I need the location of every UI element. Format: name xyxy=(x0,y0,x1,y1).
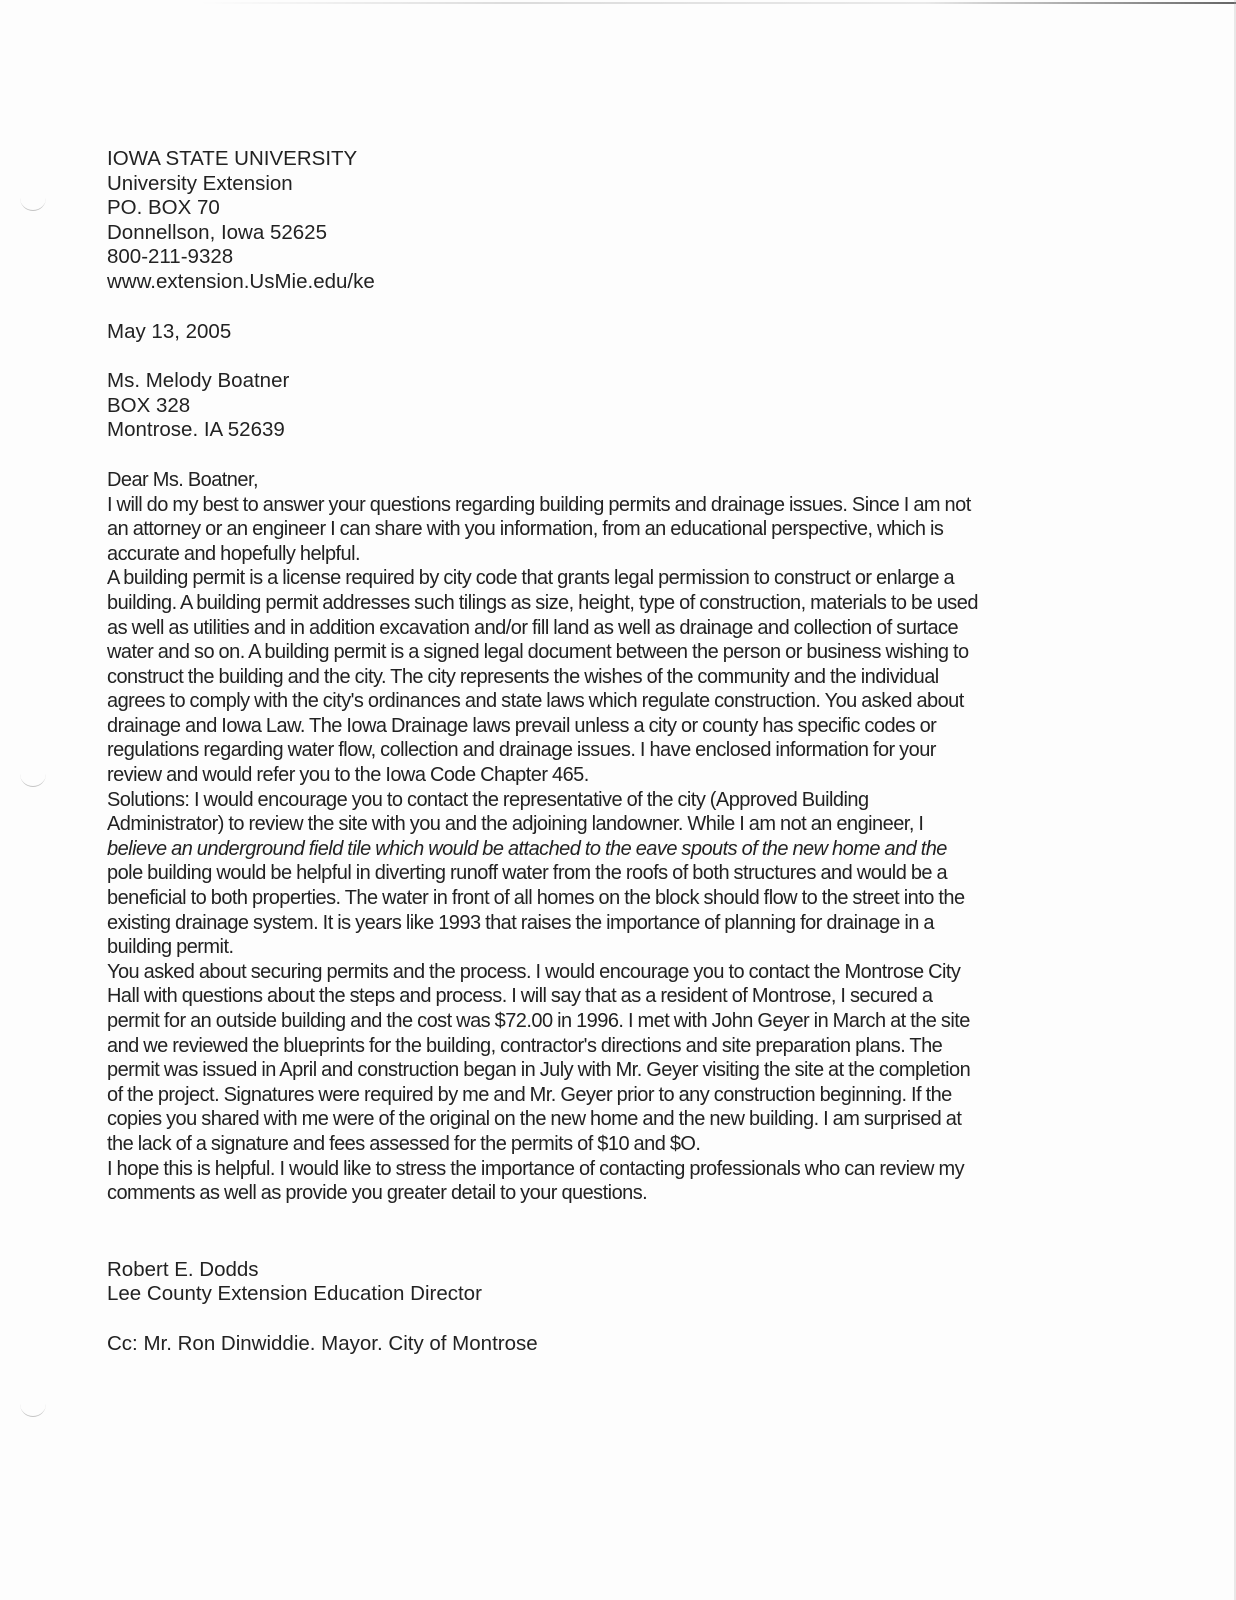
body-line: beneficial to both properties. The water in front of all homes on the block should flow to the street into the xyxy=(107,886,965,910)
signature-block xyxy=(107,1258,1147,1307)
letterhead-po-box: PO. BOX 70 xyxy=(107,196,220,220)
body-line: believe an underground field tile which would be attached to the eave spouts of the new home and the xyxy=(107,836,947,860)
body-line: comments as well as provide you greater detail to your questions. xyxy=(107,1181,648,1205)
body-line: review and would refer you to the Iowa Code Chapter 465. xyxy=(107,763,589,787)
punch-hole-mark-bottom xyxy=(20,1402,46,1417)
spacer xyxy=(107,1206,1147,1232)
body-line: accurate and hopefully helpful. xyxy=(107,541,361,565)
body-line: Administrator) to review the site with you and the adjoining landowner. While I am not an engineer, I xyxy=(107,812,924,836)
body-line: agrees to comply with the city's ordinances and state laws which regulate construction. You asked about xyxy=(107,689,964,713)
recipient-box: BOX 328 xyxy=(107,393,191,417)
body-line: permit for an outside building and the cost was $72.00 in 1996. I met with John Geyer in March at the site xyxy=(107,1009,970,1032)
recipient-address xyxy=(107,369,1147,443)
body-line: permit was issued in April and construction began in July with Mr. Geyer visiting the site at the completion xyxy=(107,1058,971,1082)
body-line: existing drainage system. It is years like 1993 that raises the importance of planning for drainage in a xyxy=(107,910,934,934)
punch-hole-mark-top xyxy=(20,196,46,211)
spacer xyxy=(107,443,1147,468)
signer-name: Robert E. Dodds xyxy=(107,1257,259,1281)
spacer xyxy=(107,1307,1147,1332)
body-line: A building permit is a license required by city code that grants legal permission to construct or enlarge a xyxy=(107,566,955,590)
signer-title: Lee County Extension Education Director xyxy=(107,1282,482,1306)
body-line: an attorney or an engineer I can share with you information, from an educational perspective, which is xyxy=(107,517,944,541)
letterhead xyxy=(107,147,1147,295)
letter-body xyxy=(107,468,1121,1206)
scan-edge-top xyxy=(200,2,1236,4)
body-line: Hall with questions about the steps and process. I will say that as a resident of Montrose, I secured a xyxy=(107,984,933,1008)
body-line: building. A building permit addresses such tilings as size, height, type of construction, materials to be used xyxy=(107,590,978,614)
letterhead-website: www.extension.UsMie.edu/ke xyxy=(107,269,375,293)
body-line: copies you shared with me were of the original on the new home and the new building. I am surprised at xyxy=(107,1107,962,1131)
letterhead-city-state-zip: Donnellson, Iowa 52625 xyxy=(107,220,327,244)
letterhead-department: University Extension xyxy=(107,171,293,195)
salutation: Dear Ms. Boatner, xyxy=(107,467,259,491)
date-text: May 13, 2005 xyxy=(107,319,232,343)
body-line: and we reviewed the blueprints for the building, contractor's directions and site preparation plans. The xyxy=(107,1033,943,1057)
body-line: building permit. xyxy=(107,935,234,959)
letterhead-phone: 800-211-9328 xyxy=(107,245,234,269)
body-line: construct the building and the city. The city represents the wishes of the community and the individual xyxy=(107,664,939,688)
punch-hole-mark-middle xyxy=(20,772,46,787)
body-line: as well as utilities and in addition excavation and/or fill land as well as drainage and collection of surtace xyxy=(107,615,959,639)
letterhead-organization: IOWA STATE UNIVERSITY xyxy=(107,147,358,170)
body-line: I will do my best to answer your questions regarding building permits and drainage issues. Since I am not xyxy=(107,492,971,516)
spacer xyxy=(107,295,1147,320)
recipient-city-state-zip: Montrose. IA 52639 xyxy=(107,418,285,442)
body-line: You asked about securing permits and the process. I would encourage you to contact the Montrose City xyxy=(107,959,961,983)
cc-text: Cc: Mr. Ron Dinwiddie. Mayor. City of Montrose xyxy=(107,1331,538,1355)
body-line: of the project. Signatures were required by me and Mr. Geyer prior to any construction beginning. If the xyxy=(107,1082,952,1106)
body-line: pole building would be helpful in diverting runoff water from the roofs of both structures and would be a xyxy=(107,861,948,885)
spacer xyxy=(107,344,1147,369)
spacer xyxy=(107,1232,1147,1258)
body-line: regulations regarding water flow, collection and drainage issues. I have enclosed information for your xyxy=(107,738,936,762)
body-line: water and so on. A building permit is a signed legal document between the person or business wishing to xyxy=(107,640,969,664)
body-line: drainage and Iowa Law. The Iowa Drainage laws prevail unless a city or county has specific codes or xyxy=(107,713,937,737)
body-line: Solutions: I would encourage you to contact the representative of the city (Approved Building xyxy=(107,787,869,811)
body-line: the lack of a signature and fees assessed for the permits of $10 and $O. xyxy=(107,1131,701,1155)
letter-date xyxy=(107,320,1147,345)
body-line: I hope this is helpful. I would like to stress the importance of contacting professionals who can review my xyxy=(107,1156,965,1180)
recipient-name: Ms. Melody Boatner xyxy=(107,369,290,393)
letter xyxy=(107,147,1147,1357)
cc-line xyxy=(107,1332,1147,1357)
